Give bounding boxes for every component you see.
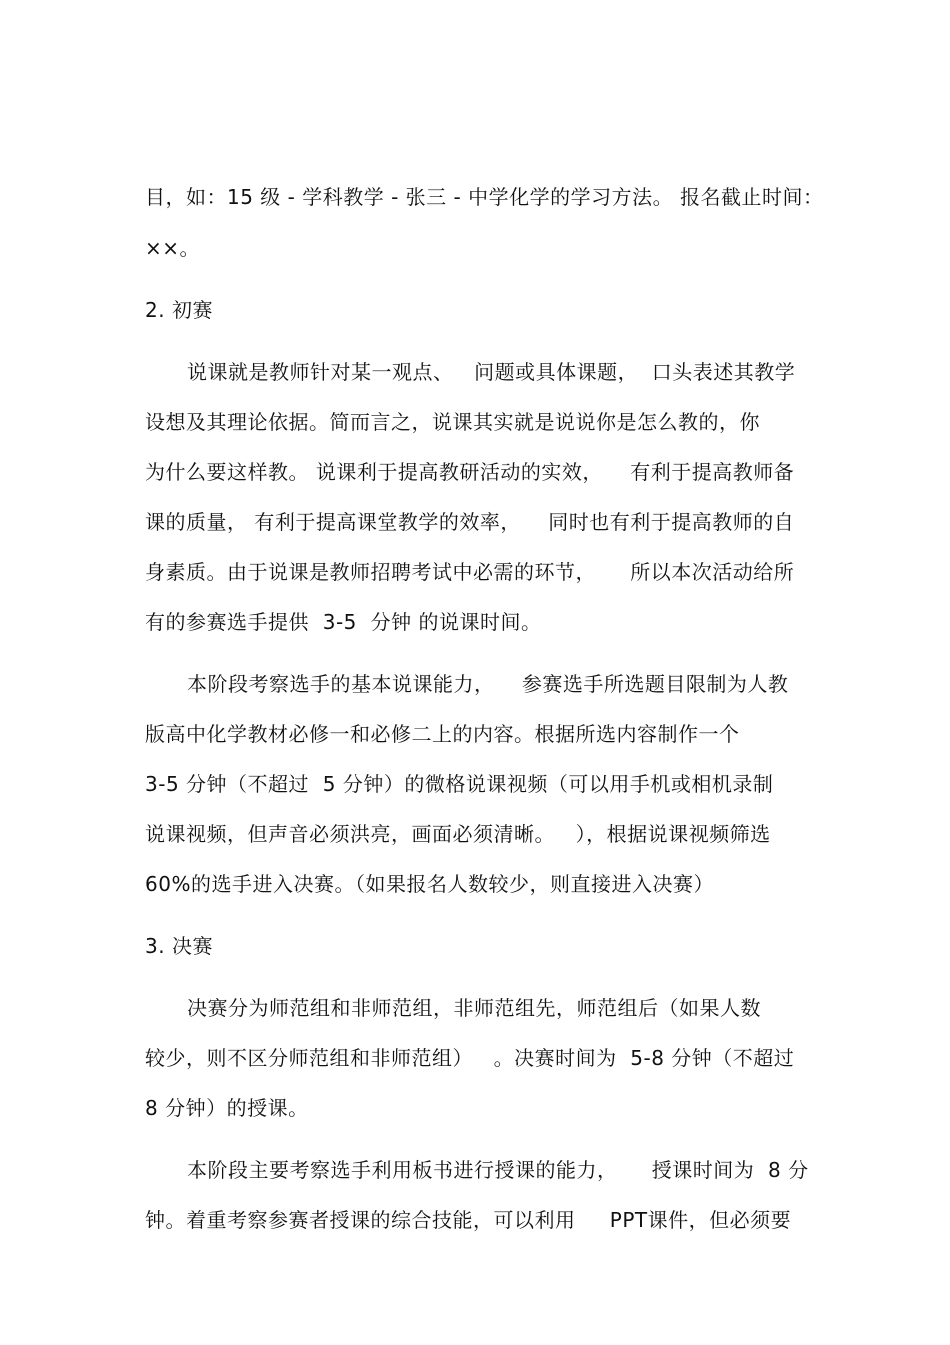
text-line: ××。 <box>145 236 201 260</box>
section-heading: 3. 决赛 <box>145 934 213 958</box>
text-line: 课的质量， 有利于提高课堂教学的效率， 同时也有利于提高教师的自 <box>145 510 795 534</box>
text-line: 目，如：15 级 - 学科教学 - 张三 - 中学化学的学习方法。 报名截止时间： <box>145 185 824 209</box>
text-line: 8 分钟）的授课。 <box>145 1096 309 1120</box>
text-line: 本阶段考察选手的基本说课能力， 参赛选手所选题目限制为人教 <box>187 672 789 696</box>
text-line: 为什么要这样教。 说课利于提高教研活动的实效， 有利于提高教师备 <box>145 460 795 484</box>
text-line: 3-5 分钟（不超过 5 分钟）的微格说课视频（可以用手机或相机录制 <box>145 772 774 796</box>
text-line: 身素质。由于说课是教师招聘考试中必需的环节， 所以本次活动给所 <box>145 560 795 584</box>
text-line: 决赛分为师范组和非师范组，非师范组先，师范组后（如果人数 <box>187 996 761 1020</box>
text-line: 说课就是教师针对某一观点、 问题或具体课题， 口头表述其教学 <box>187 360 796 384</box>
section-heading: 2. 初赛 <box>145 298 213 322</box>
text-line: 本阶段主要考察选手利用板书进行授课的能力， 授课时间为 8 分 <box>187 1158 809 1182</box>
text-line: 版高中化学教材必修一和必修二上的内容。根据所选内容制作一个 <box>145 722 740 746</box>
text-line: 说课视频，但声音必须洪亮，画面必须清晰。 ），根据说课视频筛选 <box>145 822 771 846</box>
text-line: 60%的选手进入决赛。（如果报名人数较少，则直接进入决赛） <box>145 872 714 896</box>
text-line: 有的参赛选手提供 3-5 分钟 的说课时间。 <box>145 610 542 634</box>
text-line: 较少，则不区分师范组和非师范组） 。决赛时间为 5-8 分钟（不超过 <box>145 1046 795 1070</box>
text-line: 设想及其理论依据。简而言之，说课其实就是说说你是怎么教的，你 <box>145 410 760 434</box>
text-line: 钟。着重考察参赛者授课的综合技能，可以利用 PPT课件，但必须要 <box>145 1208 792 1232</box>
